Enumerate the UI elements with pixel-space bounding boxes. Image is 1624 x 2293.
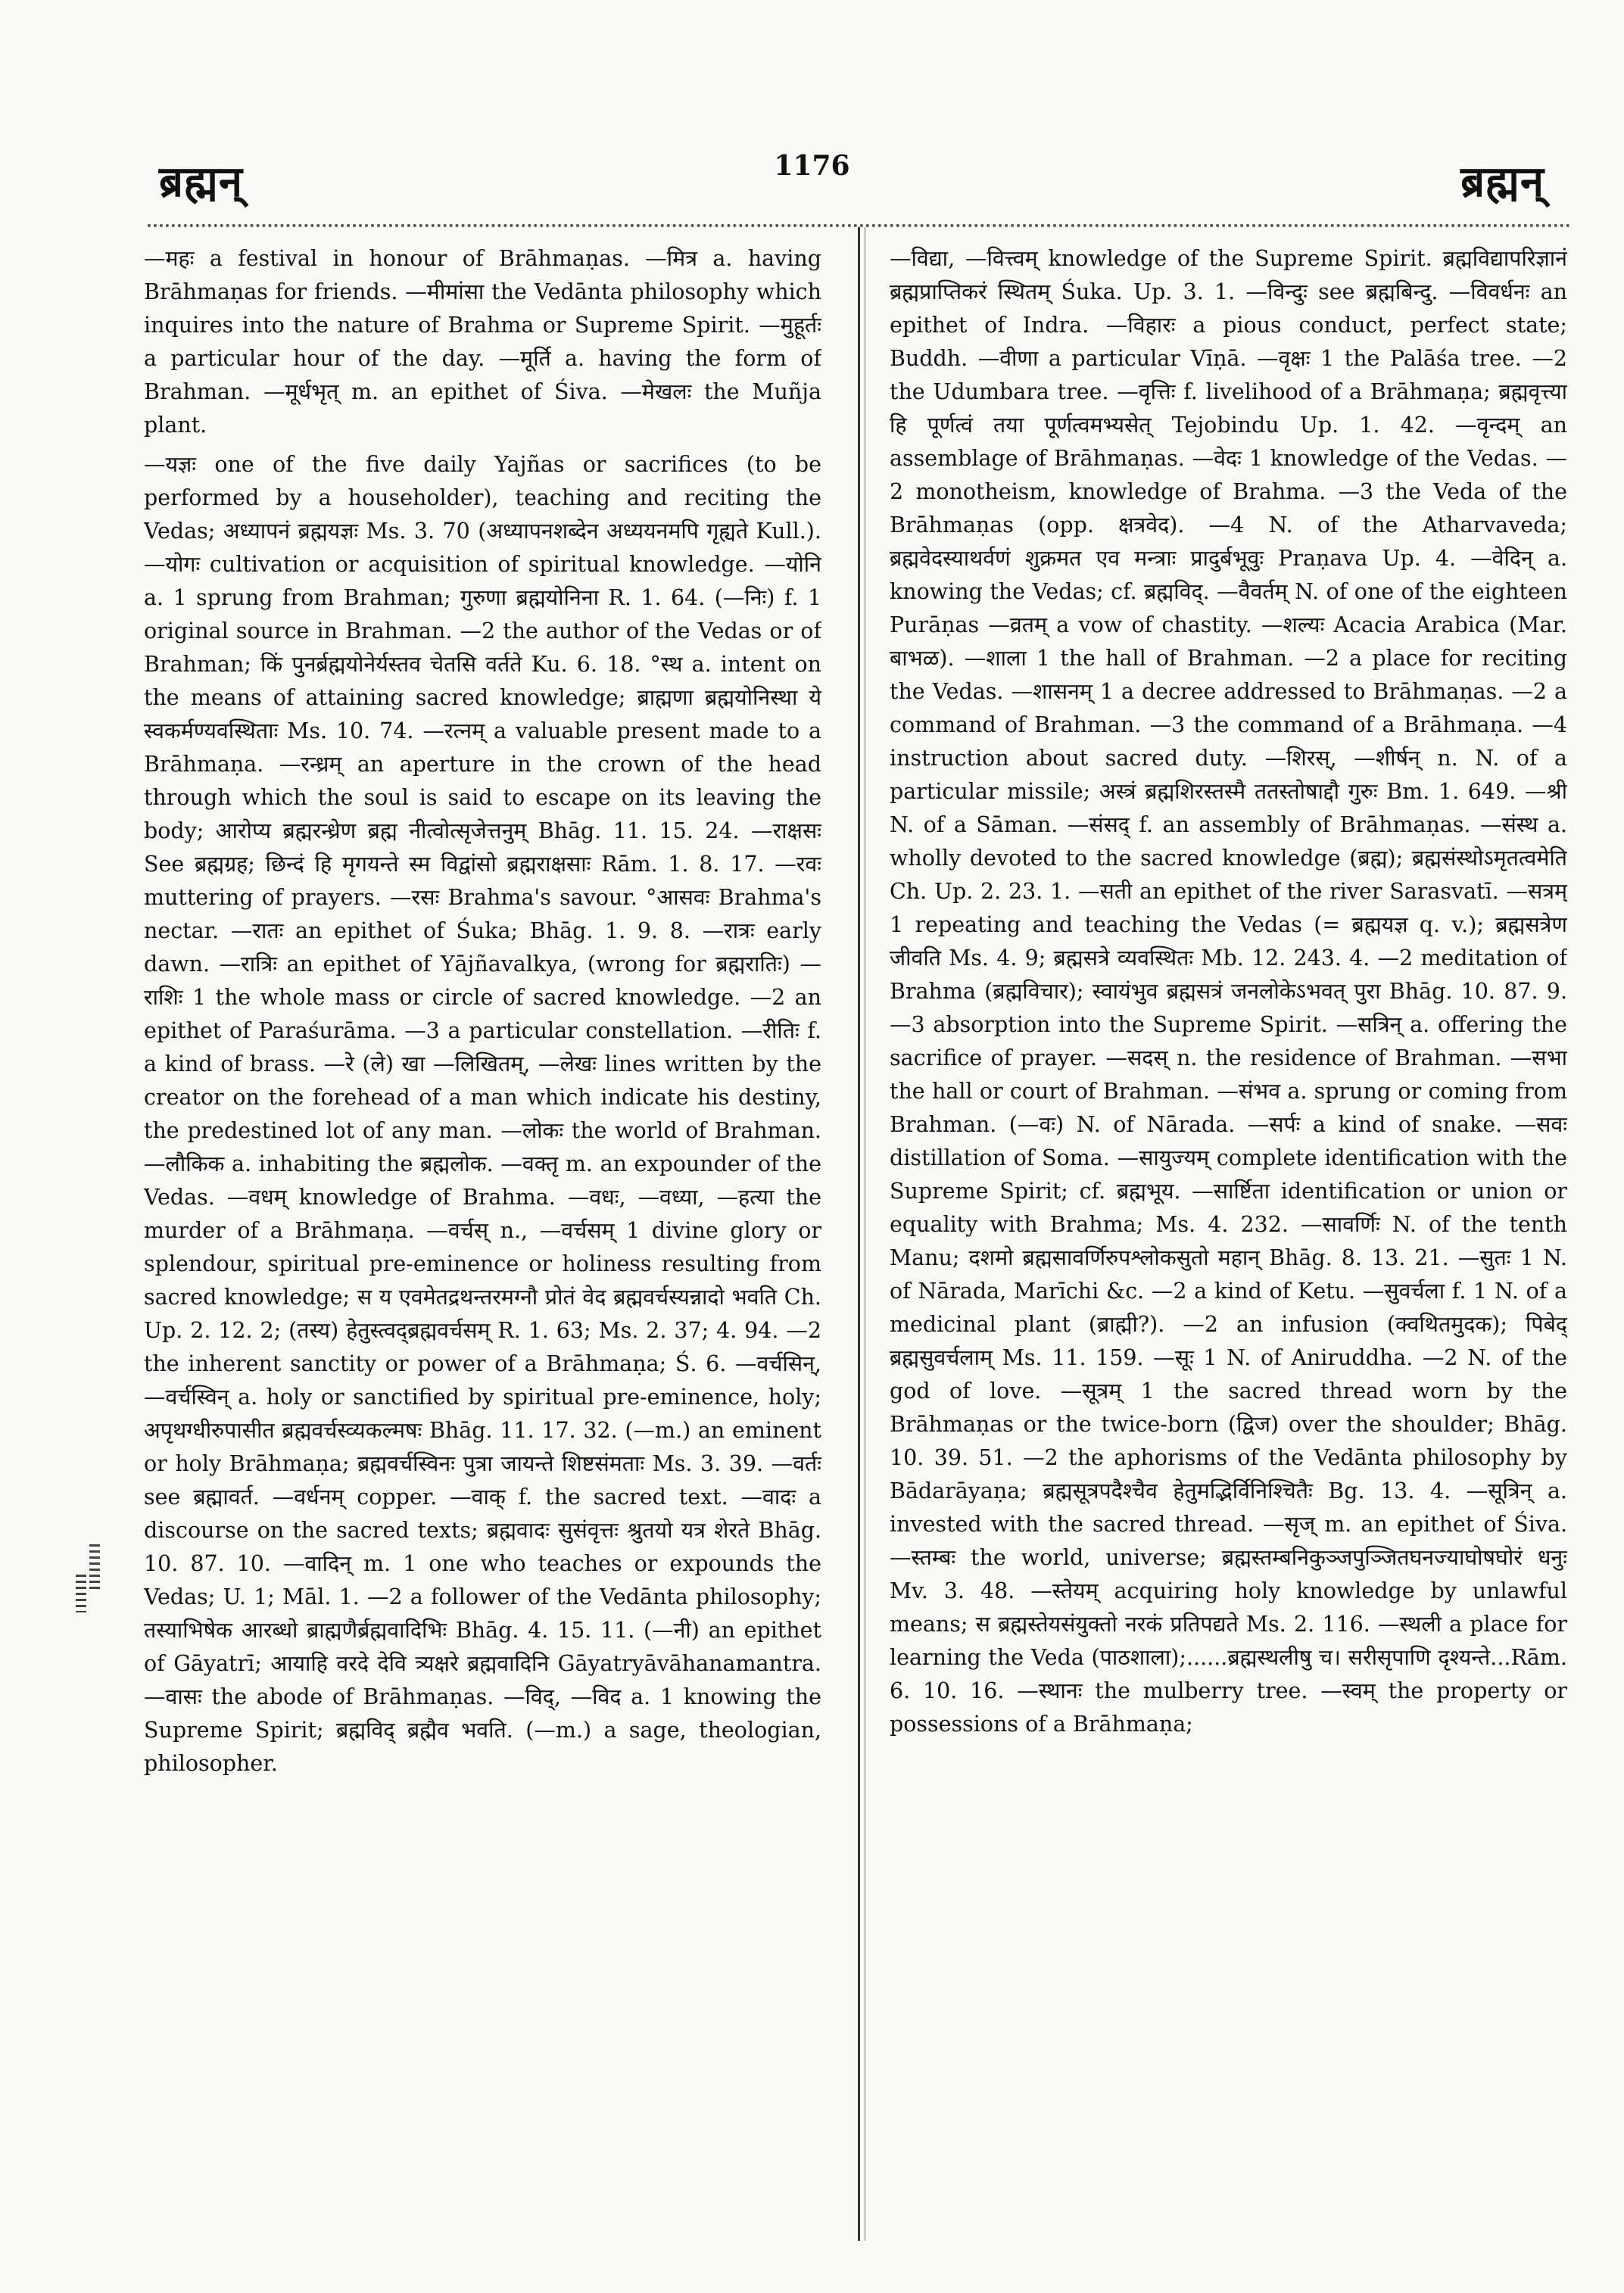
page-header [0,0,1624,227]
running-headword-left: ब्रह्मन् [159,157,243,207]
page-number: 1176 [774,150,850,182]
dictionary-entry: —यज्ञः one of the five daily Yajñas or sacrifices (to be performed by a householder), teaching and reciting the Vedas; अध्यापनं ब्रह्मयज्ञः Ms. 3. 70 (अध्यापनशब्देन अध्ययनमपि गृह्यते Kull.). —योगः cultivation or acquisition of spiritual knowledge. —योनि a. 1 sprung from Brahman; गुरुणा ब्रह्मयोनिना R. 1. 64. (—निः) f. 1 original source in Brahman. —2 the author of the Vedas or of Brahman; किं पुनर्ब्रह्मयोनेर्यस्तव चेतसि वर्तते Ku. 6. 18. °स्थ a. intent on the means of attaining sacred knowledge; ब्राह्मणा ब्रह्मयोनिस्था ये स्वकर्मण्यवस्थिताः Ms. 10. 74. —रत्नम् a valuable present made to a Brāhmaṇa. —रन्ध्रम् an aperture in the crown of the head through which the soul is said to escape on its leaving the body; आरोप्य ब्रह्मरन्ध्रेण ब्रह्म नीत्वोत्सृजेत्तनुम् Bhāg. 11. 15. 24. —राक्षसः See ब्रह्मग्रह; छिन्दं हि मृगयन्ते स्म विद्वांसो ब्रह्मराक्षसाः Rām. 1. 8. 17. —रवः muttering of prayers. —रसः Brahma's savour. °आसवः Brahma's nectar. —रातः an epithet of Śuka; Bhāg. 1. 9. 8. —रात्रः early dawn. —रात्रिः an epithet of Yājñavalkya, (wrong for ब्रह्मरातिः) —राशिः 1 the whole mass or circle of sacred knowledge. —2 an epithet of Paraśurāma. —3 a particular constellation. —रीतिः f. a kind of brass. —रे (ले) खा —लिखितम्, —लेखः lines written by the creator on the forehead of a man which indicate his destiny, the predestined lot of any man. —लोकः the world of Brahman. —लौकिक a. inhabiting the ब्रह्मलोक. —वक्तृ m. an expounder of the Vedas. —वधम् knowledge of Brahma. —वधः, —वध्या, —हत्या the murder of a Brāhmaṇa. —वर्चस् n., —वर्चसम् 1 divine glory or splendour, spiritual pre-eminence or holiness resulting from sacred knowledge; स य एवमेतद्रथन्तरमग्नौ प्रोतं वेद ब्रह्मवर्चस्यन्नादो भवति Ch. Up. 2. 12. 2; (तस्य) हेतुस्त्वद्ब्रह्मवर्चसम् R. 1. 63; Ms. 2. 37; 4. 94. —2 the inherent sanctity or power of a Brāhmaṇa; Ś. 6. —वर्चसिन्, —वर्चस्विन् a. holy or sanctified by spiritual pre-eminence, holy; अपृथग्धीरुपासीत ब्रह्मवर्चस्व्यकल्मषः Bhāg. 11. 17. 32. (—m.) an eminent or holy Brāhmaṇa; ब्रह्मवर्चस्विनः पुत्रा जायन्ते शिष्टसंमताः Ms. 3. 39. —वर्तः see ब्रह्मावर्त. —वर्धनम् copper. —वाक् f. the sacred text. —वादः a discourse on the sacred texts; ब्रह्मवादः सुसंवृत्तः श्रुतयो यत्र शेरते Bhāg. 10. 87. 10. —वादिन् m. 1 one who teaches or expounds the Vedas; U. 1; Māl. 1. —2 a follower of the Vedānta philosophy; तस्याभिषेक आरब्धो ब्राह्मणैर्ब्रह्मवादिभिः Bhāg. 4. 15. 11. (—नी) an epithet of Gāyatrī; आयाहि वरदे देवि त्र्यक्षरे ब्रह्मवादिनि Gāyatryāvāhanamantra. —वासः the abode of Brāhmaṇas. —विद्, —विद a. 1 knowing the Supreme Spirit; ब्रह्मविद् ब्रह्मैव भवति. (—m.) a sage, theologian, philosopher. [144,452,821,1776]
dictionary-entry: —विद्या, —वित्त्वम् knowledge of the Supreme Spirit. ब्रह्मविद्यापरिज्ञानं ब्रह्मप्राप्तिकरं स्थितम् Śuka. Up. 3. 1. —विन्दुः see ब्रह्मबिन्दु. —विवर्धनः an epithet of Indra. —विहारः a pious conduct, perfect state; Buddh. —वीणा a particular Vīṇā. —वृक्षः 1 the Palāśa tree. —2 the Udumbara tree. —वृत्तिः f. livelihood of a Brāhmaṇa; ब्रह्मवृत्त्या हि पूर्णत्वं तया पूर्णत्वमभ्यसेत् Tejobindu Up. 1. 42. —वृन्दम् an assemblage of Brāhmaṇas. —वेदः 1 knowledge of the Vedas. —2 monotheism, knowledge of Brahma. —3 the Veda of the Brāhmaṇas (opp. क्षत्रवेद). —4 N. of the Atharvaveda; ब्रह्मवेदस्याथर्वणं शुक्रमत एव मन्त्राः प्रादुर्बभूवुः Praṇava Up. 4. —वेदिन् a. knowing the Vedas; cf. ब्रह्मविद्. —वैवर्तम् N. of one of the eighteen Purāṇas —व्रतम् a vow of chastity. —शल्यः Acacia Arabica (Mar. बाभळ). —शाला 1 the hall of Brahman. —2 a place for reciting the Vedas. —शासनम् 1 a decree addressed to Brāhmaṇas. —2 a command of Brahman. —3 the command of a Brāhmaṇa. —4 instruction about sacred duty. —शिरस्, —शीर्षन् n. N. of a particular missile; अस्त्रं ब्रह्मशिरस्तस्मै ततस्तोषाद्दौ गुरुः Bm. 1. 649. —श्री N. of a Sāman. —संसद् f. an assembly of Brāhmaṇas. —संस्थ a. wholly devoted to the sacred knowledge (ब्रह्म); ब्रह्मसंस्थोऽमृतत्वमेति Ch. Up. 2. 23. 1. —सती an epithet of the river Sarasvatī. —सत्रम् 1 repeating and teaching the Vedas (= ब्रह्मयज्ञ q. v.); ब्रह्मसत्रेण जीवति Ms. 4. 9; ब्रह्मसत्रे व्यवस्थितः Mb. 12. 243. 4. —2 meditation of Brahma (ब्रह्मविचार); स्वायंभुव ब्रह्मसत्रं जनलोकेऽभवत् पुरा Bhāg. 10. 87. 9. —3 absorption into the Supreme Spirit. —सत्रिन् a. offering the sacrifice of prayer. —सदस् n. the residence of Brahman. —सभा the hall or court of Brahman. —संभव a. sprung or coming from Brahman. (—वः) N. of Nārada. —सर्पः a kind of snake. —सवः distillation of Soma. —सायुज्यम् complete identification with the Supreme Spirit; cf. ब्रह्मभूय. —सार्ष्टिता identification or union or equality with Brahma; Ms. 4. 232. —सावर्णिः N. of the tenth Manu; दशमो ब्रह्मसावर्णिरुपश्लोकसुतो महान् Bhāg. 8. 13. 21. —सुतः 1 N. of Nārada, Marīchi &c. —2 a kind of Ketu. —सुवर्चला f. 1 N. of a medicinal plant (ब्राह्मी?). —2 an infusion (क्वथितमुदक); पिबेद् ब्रह्मसुवर्चलाम् Ms. 11. 159. —सूः 1 N. of Aniruddha. —2 N. of the god of love. —सूत्रम् 1 the sacred thread worn by the Brāhmaṇas or the twice-born (द्विज) over the shoulder; Bhāg. 10. 39. 51. —2 the aphorisms of the Vedānta philosophy by Bādarāyaṇa; ब्रह्मसूत्रपदैश्चैव हेतुमद्भिर्विनिश्चितैः Bg. 13. 4. —सूत्रिन् a. invested with the sacred thread. —सृज् m. an epithet of Śiva. —स्तम्बः the world, universe; ब्रह्मस्तम्बनिकुञ्जपुञ्जितघनज्याघोषघोरं धनुः Mv. 3. 48. —स्तेयम् acquiring holy knowledge by unlawful means; स ब्रह्मस्तेयसंयुक्तो नरकं प्रतिपद्यते Ms. 2. 116. —स्थली a place for learning the Veda (पाठशाला);......ब्रह्मस्थलीषु च। सरीसृपाणि दृश्यन्ते...Rām. 6. 10. 16. —स्थानः the mulberry tree. —स्वम् the property or possessions of a Brāhmaṇa; [890,246,1567,1737]
margin-mark [76,1575,86,1612]
dictionary-body [144,242,1571,2241]
left-column [144,242,821,2241]
margin-mark [89,1544,100,1590]
dictionary-entry: —महः a festival in honour of Brāhmaṇas. —मित्र a. having Brāhmaṇas for friends. —मीमांसा the Vedānta philosophy which inquires into the nature of Brahma or Supreme Spirit. —मुहूर्तः a particular hour of the day. —मूर्ति a. having the form of Brahman. —मूर्धभृत् m. an epithet of Śiva. —मेखलः the Muñja plant. [144,246,821,438]
right-column [890,242,1567,2241]
running-headword-right: ब्रह्मन् [1460,157,1545,207]
